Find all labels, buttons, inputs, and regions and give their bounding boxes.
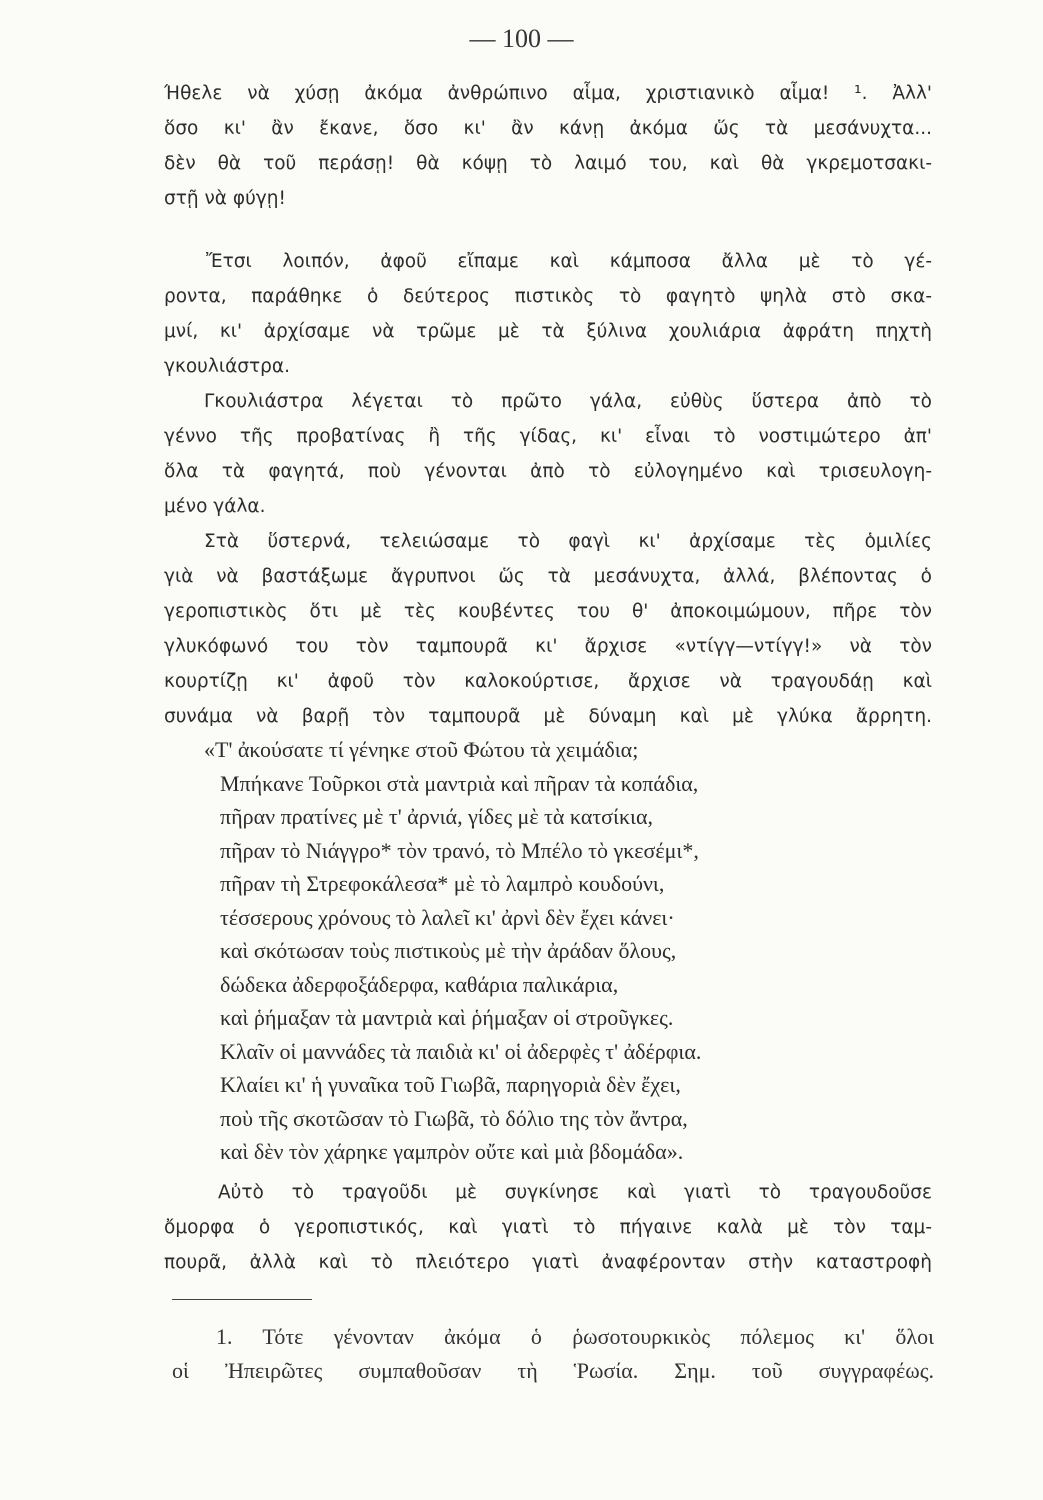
text-line: Αὐτὸ τὸ τραγοῦδι μὲ συγκίνησε καὶ γιατὶ τὸ τραγουδοῦσε xyxy=(218,1182,932,1203)
text-line: ροντα, παράθηκε ὁ δεύτερος πιστικὸς τὸ φαγητὸ ψηλὰ στὸ σκα- xyxy=(164,286,932,307)
text-line: γέννο τῆς προβατίνας ἢ τῆς γίδας, κι' εἶναι τὸ νοστιμώτερο ἀπ' xyxy=(164,426,932,447)
text-line: μένο γάλα. xyxy=(164,496,266,517)
verse-line: τέσσερους χρόνους τὸ λαλεῖ κι' ἀρνὶ δὲν ἔχει κάνει· xyxy=(220,904,675,930)
verse-line: ποὺ τῆς σκοτῶσαν τὸ Γιωβᾶ, τὸ δόλιο της τὸν ἄντρα, xyxy=(220,1105,688,1131)
verse-line: Κλαίει κι' ἡ γυναῖκα τοῦ Γιωβᾶ, παρηγοριὰ δὲν ἔχει, xyxy=(220,1072,681,1097)
text-line: γιὰ νὰ βαστάξωμε ἄγρυπνοι ὥς τὰ μεσάνυχτα, ἀλλά, βλέποντας ὁ xyxy=(164,566,932,587)
text-line: γκουλιάστρα. xyxy=(164,356,290,377)
paragraph-3 xyxy=(164,384,932,524)
page-number: — 100 — xyxy=(469,24,574,53)
text-line: Γκουλιάστρα λέγεται τὸ πρῶτο γάλα, εὐθὺς ὕστερα ἀπὸ τὸ xyxy=(204,391,932,412)
paragraph-4 xyxy=(164,524,932,734)
verse-line: πῆραν πρατίνες μὲ τ' ἀρνιά, γίδες μὲ τὰ κατσίκια, xyxy=(220,804,653,829)
text-line: δὲν θὰ τοῦ περάσῃ! θὰ κόψῃ τὸ λαιμό του, καὶ θὰ γκρεμοτσακι- xyxy=(164,153,932,174)
text-line: Ήθελε νὰ χύσῃ ἀκόμα ἀνθρώπινο αἷμα, χριστιανικὸ αἷμα! ¹. Ἀλλ' xyxy=(164,83,932,104)
verse-line: καὶ ῥήμαξαν τὰ μαντριὰ καὶ ῥήμαξαν οἱ στροῦγκες. xyxy=(220,1005,674,1030)
text-line: στῇ νὰ φύγῃ! xyxy=(164,188,286,209)
text-line: συνάμα νὰ βαρῇ τὸν ταμπουρᾶ μὲ δύναμη καὶ μὲ γλύκα ἄρρητη. xyxy=(164,706,932,727)
text-line: ὅλα τὰ φαγητά, ποὺ γένονται ἀπὸ τὸ εὐλογημένο καὶ τρισευλογη- xyxy=(164,461,932,482)
verse-line: καὶ δὲν τὸν χάρηκε γαμπρὸν οὔτε καὶ μιὰ βδομάδα». xyxy=(220,1139,684,1164)
text-line: κουρτίζῃ κι' ἀφοῦ τὸν καλοκούρτισε, ἄρχισε νὰ τραγουδάῃ καὶ xyxy=(164,671,932,692)
footnote-line: 1. Τότε γένονταν ἀκόμα ὁ ῥωσοτουρκικὸς πόλεμος κι' ὅλοι xyxy=(216,1324,934,1349)
text-line: ὄμορφα ὁ γεροπιστικός, καὶ γιατὶ τὸ πήγαινε καλὰ μὲ τὸν ταμ- xyxy=(164,1217,932,1238)
verse-line: πῆραν τὴ Στρεφοκάλεσα* μὲ τὸ λαμπρὸ κουδούνι, xyxy=(220,871,665,896)
folk-song-verse xyxy=(204,733,702,1169)
footnote xyxy=(172,1320,934,1388)
text-line: Στὰ ὕστερνά, τελειώσαμε τὸ φαγὶ κι' ἀρχίσαμε τὲς ὁμιλίες xyxy=(204,531,932,552)
footnote-divider xyxy=(172,1299,312,1300)
text-line: γεροπιστικὸς ὅτι μὲ τὲς κουβέντες του θ' ἀποκοιμώμουν, πῆρε τὸν xyxy=(164,601,932,622)
paragraph-2 xyxy=(164,244,932,384)
footnote-line: οἱ Ἠπειρῶτες συμπαθοῦσαν τὴ Ῥωσία. Σημ. τοῦ συγγραφέως. xyxy=(172,1358,934,1383)
verse-line: πῆραν τὸ Νιάγγρο* τὸν τρανό, τὸ Μπέλο τὸ γκεσέμι*, xyxy=(220,837,699,863)
text-line: μνί, κι' ἀρχίσαμε νὰ τρῶμε μὲ τὰ ξύλινα χουλιάρια ἀφράτη πηχτὴ xyxy=(164,321,932,342)
verse-line: Μπήκανε Τοῦρκοι στὰ μαντριὰ καὶ πῆραν τὰ κοπάδια, xyxy=(220,770,699,796)
verse-line: Κλαῖν οἱ μαννάδες τὰ παιδιὰ κι' οἱ ἀδερφὲς τ' ἀδέρφια. xyxy=(220,1038,702,1064)
verse-line: «Τ' ἀκούσατε τί γένηκε στοῦ Φώτου τὰ χειμάδια; xyxy=(204,737,639,762)
verse-line: καὶ σκότωσαν τοὺς πιστικοὺς μὲ τὴν ἀράδαν ὅλους, xyxy=(220,938,677,963)
text-line: Ἔτσι λοιπόν, ἀφοῦ εἴπαμε καὶ κάμποσα ἄλλα μὲ τὸ γέ- xyxy=(206,251,932,272)
text-line: γλυκόφωνό του τὸν ταμπουρᾶ κι' ἄρχισε «ντίγγ—ντίγγ!» νὰ τὸν xyxy=(164,636,932,657)
paragraph-1 xyxy=(164,76,932,216)
verse-line: δώδεκα ἀδερφοξάδερφα, καθάρια παλικάρια, xyxy=(220,971,619,997)
text-line: ὅσο κι' ἂν ἔκανε, ὅσο κι' ἂν κάνῃ ἀκόμα ὥς τὰ μεσάνυχτα... xyxy=(164,118,932,139)
text-line: πουρᾶ, ἀλλὰ καὶ τὸ πλειότερο γιατὶ ἀναφέρονταν στὴν καταστροφὴ xyxy=(164,1252,932,1273)
closing-paragraph xyxy=(164,1175,932,1280)
